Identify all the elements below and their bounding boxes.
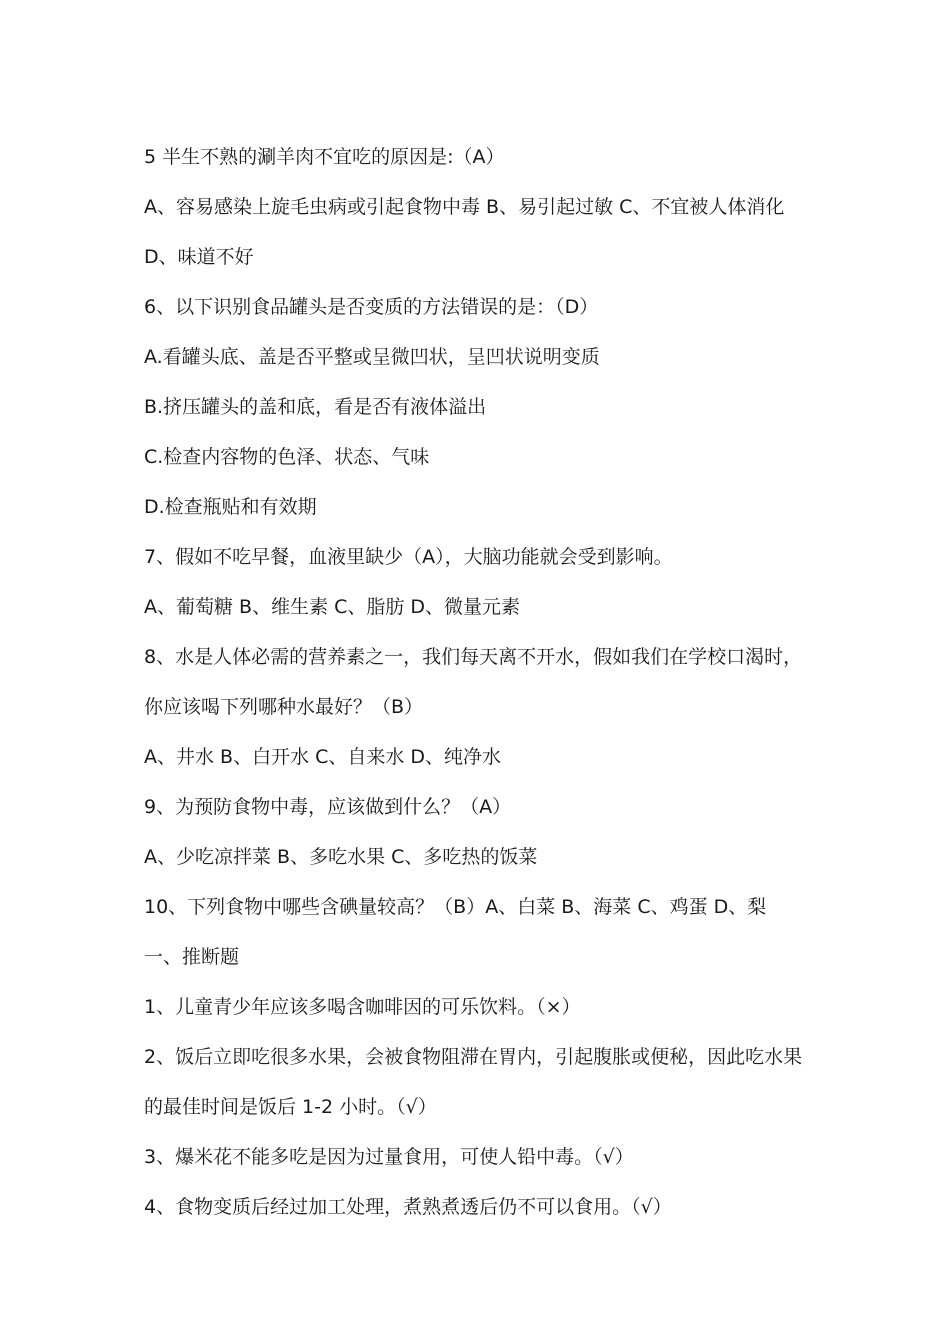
question-9-stem: 9、为预防食物中毒，应该做到什么？（A） [144, 796, 512, 818]
judgment-4: 4、食物变质后经过加工处理，煮熟煮透后仍不可以食用。（√） [144, 1196, 672, 1218]
question-10: 10、下列食物中哪些含碘量较高？（B）A、白菜 B、海菜 C、鸡蛋 D、梨 [144, 896, 767, 918]
question-8-stem: 8、水是人体必需的营养素之一，我们每天离不开水，假如我们在学校口渴时， [144, 646, 803, 668]
question-6-option-a: A.看罐头底、盖是否平整或呈微凹状，呈凹状说明变质 [144, 346, 600, 368]
question-5-options: A、容易感染上旋毛虫病或引起食物中毒 B、易引起过敏 C、不宜被人体消化 [144, 196, 785, 218]
question-5-option-d: D、味道不好 [144, 246, 254, 268]
question-7-stem: 7、假如不吃早餐，血液里缺少（A），大脑功能就会受到影响。 [144, 546, 673, 568]
question-8-options: A、井水 B、白开水 C、自来水 D、纯净水 [144, 746, 502, 768]
question-7-options: A、葡萄糖 B、维生素 C、脂肪 D、微量元素 [144, 596, 521, 618]
section-heading: 一、推断题 [144, 946, 240, 968]
question-6-option-c: C.检查内容物的色泽、状态、气味 [144, 446, 430, 468]
judgment-3: 3、爆米花不能多吃是因为过量食用，可使人铅中毒。（√） [144, 1146, 634, 1168]
judgment-2: 2、饭后立即吃很多水果，会被食物阻滞在胃内，引起腹胀或便秘，因此吃水果 [144, 1046, 803, 1068]
question-6-option-d: D.检查瓶贴和有效期 [144, 496, 317, 518]
judgment-1: 1、儿童青少年应该多喝含咖啡因的可乐饮料。（×） [144, 996, 581, 1018]
question-6-stem: 6、以下识别食品罐头是否变质的方法错误的是：（D） [144, 296, 599, 318]
judgment-2-continued: 的最佳时间是饭后 1-2 小时。（√） [144, 1096, 437, 1118]
question-9-options: A、少吃凉拌菜 B、多吃水果 C、多吃热的饭菜 [144, 846, 538, 868]
question-8-stem-continued: 你应该喝下列哪种水最好？（B） [144, 696, 424, 718]
document-body [144, 132, 844, 1232]
question-5-stem: 5 半生不熟的涮羊肉不宜吃的原因是:（A） [144, 146, 505, 168]
question-6-option-b: B.挤压罐头的盖和底，看是否有液体溢出 [144, 396, 487, 418]
